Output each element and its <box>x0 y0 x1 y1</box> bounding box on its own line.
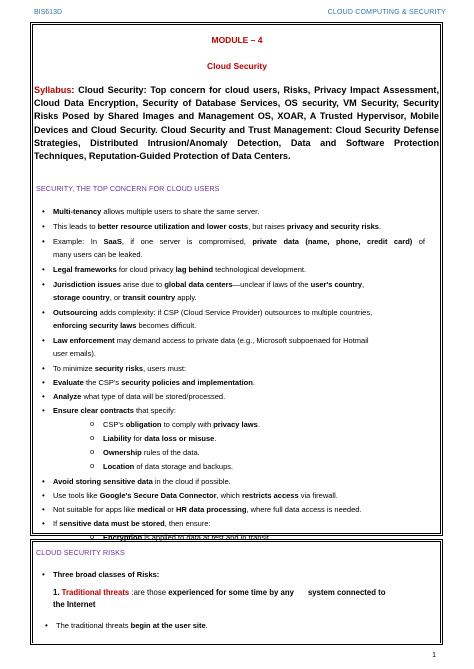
bullet-strong: Liability <box>103 434 132 443</box>
bullet-strong: Multi-tenancy <box>53 207 102 216</box>
bullet-text: To minimize <box>53 364 95 373</box>
bullet-minimize-risks <box>53 364 186 373</box>
bullet-text: —unclear if laws of the <box>232 280 311 289</box>
item-number: 1. <box>53 588 62 597</box>
bullet-strong: Ownership <box>103 448 142 457</box>
bullet-text: . <box>205 621 208 630</box>
bullet-strong: lag behind <box>175 265 214 274</box>
bullet-jurisdiction-line1 <box>53 280 364 289</box>
bullet-strong: private data (name, phone, credit card) <box>252 237 413 246</box>
bullet-text: technological development. <box>213 265 307 274</box>
bullet-text: . <box>378 222 382 231</box>
bullet-text: , but raises <box>248 222 287 231</box>
bullet-text: CSP's <box>103 420 126 429</box>
bullet-strong: storing sensitive data <box>75 477 153 486</box>
red-term: Traditional threats <box>61 588 130 597</box>
bullet-not-suitable <box>53 505 362 514</box>
bullet-strong: global data centers <box>164 280 233 289</box>
bullet-strong: Ensure <box>53 406 81 415</box>
bullet-strong: Analyze <box>53 392 82 401</box>
bullet-strong: Google's Secure Data Connector <box>99 491 217 500</box>
bullet-text: , or <box>109 293 123 302</box>
bullet-strong: medical <box>137 505 166 514</box>
numbered-traditional-threats <box>53 588 441 597</box>
bullet-strong: Outsourcing <box>53 308 98 317</box>
bullet-text: rules of the data. <box>141 448 200 457</box>
bullet-text: The traditional threats <box>56 621 131 630</box>
bullet-strong: Encryption <box>103 533 143 542</box>
bullet-strong: Avoid <box>53 477 76 486</box>
bullet-text: Example: In <box>53 237 104 246</box>
sub-bullet-encryption <box>103 533 271 542</box>
header-course-code: BIS613D <box>34 9 63 16</box>
bullet-strong: Evaluate <box>53 378 86 387</box>
bullet-text: . <box>214 434 217 443</box>
sub-bullet-ownership <box>103 448 200 457</box>
bullet-strong: better resource utilization and lower costs <box>97 222 249 231</box>
bullet-strong: security policies and implementation <box>121 378 253 387</box>
bullet-text: apply. <box>175 293 197 302</box>
bullet-text: allows multiple users to share the same server. <box>101 207 260 216</box>
sub-bullet-obligation <box>103 420 260 429</box>
sub-bullet-liability <box>103 434 216 443</box>
bullet-strong: Jurisdiction issues <box>53 280 121 289</box>
bullet-three-classes <box>53 570 159 579</box>
bullet-strong: user's country <box>310 280 363 289</box>
bullet-law-enforcement-line2: user emails). <box>53 349 96 358</box>
bullet-ensure-contracts <box>53 406 176 415</box>
item-text: :are those <box>129 588 169 597</box>
bullet-text: , if one server is compromised, <box>121 237 253 246</box>
page-number: 1 <box>432 652 436 659</box>
bullet-strong: storage country <box>53 293 110 302</box>
section-heading-top-concern: SECURITY, THE TOP CONCERN FOR CLOUD USERS <box>36 184 220 193</box>
bullet-text: , which <box>216 491 242 500</box>
section-heading-risks: CLOUD SECURITY RISKS <box>36 548 125 557</box>
bullet-text: , <box>362 280 365 289</box>
bullet-traditional-begin <box>56 621 208 630</box>
bullet-text: Not suitable for apps like <box>53 505 138 514</box>
bullet-text: in the cloud if possible. <box>152 477 231 486</box>
bullet-text: , users must: <box>143 364 186 373</box>
bullet-text: , then ensure: <box>164 519 211 528</box>
bullet-text: If <box>53 519 60 528</box>
bullet-strong: privacy and security risks <box>286 222 379 231</box>
bullet-text: that specify: <box>133 406 176 415</box>
bullet-strong: Law enforcement <box>53 336 115 345</box>
bullet-text: . <box>252 378 255 387</box>
bullet-text: what type of data will be stored/processed. <box>81 392 226 401</box>
module-title: Cloud Security <box>207 61 267 71</box>
bullet-strong: security risks <box>94 364 144 373</box>
bullet-saas-example-line1 <box>53 237 425 246</box>
syllabus-text: : Cloud Security: Top concern for cloud users, Risks, Privacy Impact Assessment, Cloud Data Encryption, Security of Database Services, OS security, VM Security, Security Risks Posed by Shared Images and Management OS, XOAR, A Trusted Hypervisor, Mobile Devices and Cloud Security. Cloud Security and Trust Management: Cloud Security Defense Strategies, Distributed Intrusion/Anomaly Detection, Data and Software Protection Techniques, Reputation-Guided Protection of Data Centers. <box>34 85 439 162</box>
bullet-secure-data-connector <box>53 491 338 500</box>
bullet-strong: Three broad classes of Risks: <box>53 570 160 579</box>
bullet-text: of <box>412 237 426 246</box>
bullet-strong: SaaS <box>103 237 122 246</box>
bullet-strong: restricts access <box>241 491 299 500</box>
bullet-strong: data loss or misuse <box>144 434 215 443</box>
bullet-strong: enforcing security laws <box>53 321 137 330</box>
module-number: MODULE – 4 <box>211 35 263 45</box>
bullet-strong: privacy laws <box>213 420 258 429</box>
bullet-evaluate-csp <box>53 378 255 387</box>
bullet-text: , where full data access is needed. <box>246 505 362 514</box>
bullet-strong: sensitive data must be stored <box>59 519 165 528</box>
sub-bullet-location <box>103 462 233 471</box>
bullet-text: or <box>165 505 176 514</box>
bullet-text: adds complexity: if CSP (Cloud Service Provider) outsources to multiple countries, <box>97 308 373 317</box>
bullet-resource-utilization <box>53 222 381 231</box>
numbered-traditional-threats-line2 <box>53 600 95 609</box>
bullet-text: for cloud privacy <box>116 265 176 274</box>
syllabus-paragraph <box>34 84 439 163</box>
bullet-saas-example-line2: many users can be leaked. <box>53 250 143 259</box>
bullet-if-sensitive <box>53 519 211 528</box>
bullet-strong: HR data processing <box>176 505 247 514</box>
item-strong: experienced for some time by any <box>168 588 294 597</box>
bullet-text: is applied to data at rest and in transit. <box>142 533 271 542</box>
bullet-avoid-sensitive <box>53 477 231 486</box>
bullet-text: Use tools like <box>53 491 100 500</box>
bullet-law-enforcement-line1 <box>53 336 369 345</box>
item-strong: system connected to <box>307 588 386 597</box>
header-course-title: CLOUD COMPUTING & SECURITY <box>327 9 446 16</box>
bullet-text: . <box>257 420 260 429</box>
bullet-strong: Legal frameworks <box>53 265 117 274</box>
bullet-analyze-data <box>53 392 225 401</box>
bullet-strong: transit country <box>122 293 176 302</box>
bullet-outsourcing-line1 <box>53 308 372 317</box>
bullet-text: may demand access to private data (e.g., Microsoft subpoenaed for Hotmail <box>114 336 369 345</box>
bullet-text: This leads to <box>53 222 98 231</box>
bullet-text: to comply with <box>161 420 214 429</box>
syllabus-label: Syllabus <box>34 85 72 95</box>
bullet-text: via firewall. <box>298 491 338 500</box>
bullet-jurisdiction-line2 <box>53 293 197 302</box>
bullet-strong: begin at the user site <box>130 621 206 630</box>
bullet-text: the CSP's <box>85 378 122 387</box>
bullet-text: of data storage and backups. <box>134 462 234 471</box>
bullet-outsourcing-line2 <box>53 321 196 330</box>
bullet-text: arise due to <box>120 280 165 289</box>
bullet-legal-frameworks <box>53 265 306 274</box>
bullet-strong: obligation <box>125 420 162 429</box>
bullet-strong: clear contracts <box>80 406 134 415</box>
bullet-multi-tenancy <box>53 207 259 216</box>
bullet-text: for <box>131 434 145 443</box>
bullet-text: becomes difficult. <box>136 321 197 330</box>
item-strong: the Internet <box>53 600 96 609</box>
bullet-strong: Location <box>103 462 135 471</box>
